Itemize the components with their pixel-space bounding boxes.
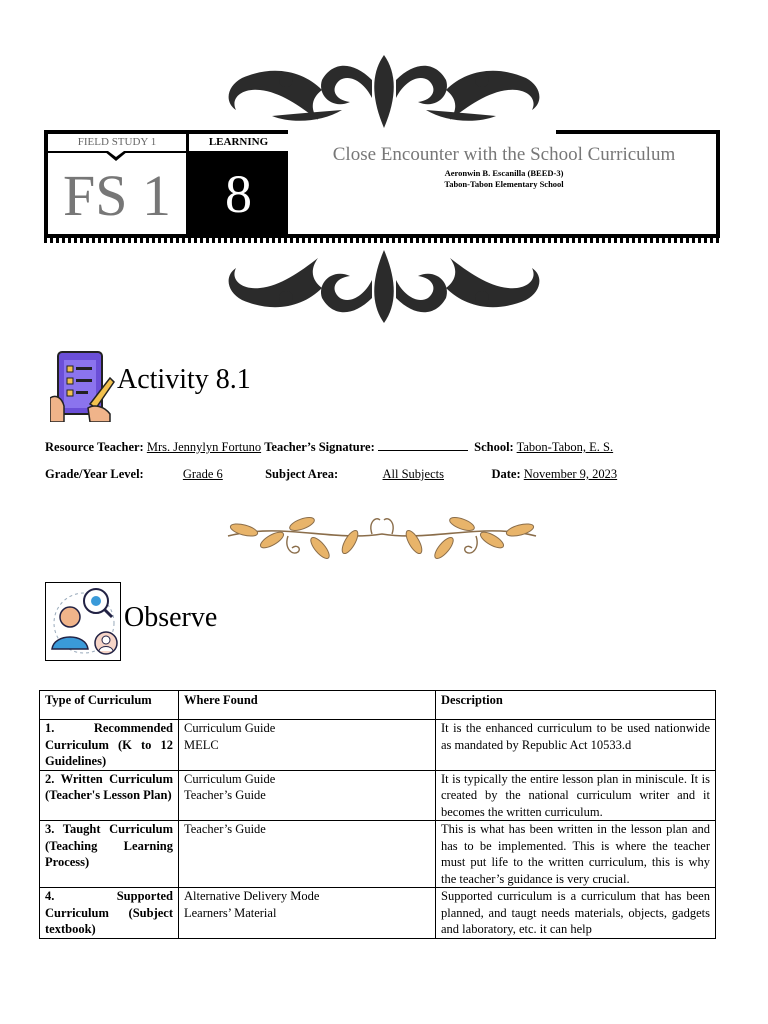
table-row: [40, 821, 716, 888]
leaf-vine-ornament: [222, 512, 542, 568]
subject-label: Subject Area:: [265, 467, 339, 481]
notch-inner: [108, 151, 124, 157]
curriculum-description: It is the enhanced curriculum to be used nationwide as mandated by Republic Act 10533.d: [436, 720, 716, 771]
observe-title: Observe: [124, 602, 218, 633]
date-value: November 9, 2023: [523, 467, 618, 481]
header-dotted-line: [44, 238, 720, 243]
curriculum-type: 1. Recommended Curriculum (K to 12 Guidelines): [40, 720, 179, 771]
curriculum-table: [39, 690, 716, 939]
grade-label: Grade/Year Level:: [45, 467, 144, 481]
school-label: School:: [474, 440, 514, 454]
column-header-where: Where Found: [179, 691, 436, 720]
school-name: Tabon-Tabon Elementary School: [444, 179, 564, 189]
fs-code-box: [48, 134, 189, 234]
resource-teacher-label: Resource Teacher:: [45, 440, 144, 454]
curriculum-description: Supported curriculum is a curriculum that has been planned, and taugt needs materials, objects, gadgets and laboratory, etc. it can help: [436, 888, 716, 939]
bottom-flourish-ornament: [222, 246, 546, 328]
where-found: [179, 720, 436, 771]
subject-value: All Subjects: [382, 467, 444, 481]
table-row: [40, 888, 716, 939]
clipboard-checklist-icon: [50, 348, 116, 422]
signature-blank: [378, 439, 468, 451]
table-header-row: [40, 691, 716, 720]
school-value: Tabon-Tabon, E. S.: [516, 440, 614, 454]
form-row-1: [45, 439, 613, 455]
learning-number: 8: [189, 151, 288, 234]
column-header-type: Type of Curriculum: [40, 691, 179, 720]
curriculum-type: 3. Taught Curriculum (Teaching Learning Process): [40, 821, 179, 888]
curriculum-description: This is what has been written in the lesson plan and has to be implemented. This is where the teacher must put life to the written curriculum, this is why the teacher’s guidance is very crucial.: [436, 821, 716, 888]
signature-label: Teacher’s Signature:: [264, 440, 375, 454]
fs-code: FS 1: [62, 163, 171, 228]
table-row: [40, 720, 716, 771]
header-border-top-right: [556, 130, 720, 134]
top-flourish-ornament: [222, 50, 546, 132]
column-header-description: Description: [436, 691, 716, 720]
date-label: Date:: [491, 467, 521, 481]
curriculum-type: 4. Supported Curriculum (Subject textbook): [40, 888, 179, 939]
where-found-item: Curriculum Guide: [184, 721, 276, 735]
where-found-item: MELC: [184, 737, 219, 752]
field-study-label: FIELD STUDY 1: [48, 134, 186, 153]
where-found-item: Teacher’s Guide: [184, 822, 266, 836]
form-row-2: [45, 467, 617, 482]
resource-teacher-value: Mrs. Jennylyn Fortuno: [146, 440, 262, 454]
where-found-item: Learners’ Material: [184, 905, 277, 920]
grade-value: Grade 6: [182, 467, 223, 481]
observe-magnifier-person-icon: [45, 582, 121, 661]
where-found: [179, 888, 436, 939]
activity-title: Activity 8.1: [117, 364, 251, 395]
where-found: [179, 821, 436, 888]
where-found-item: Curriculum Guide: [184, 771, 276, 786]
curriculum-type: 2. Written Curriculum (Teacher's Lesson Plan): [40, 770, 179, 821]
author-name: Aeronwin B. Escanilla (BEED-3): [444, 168, 564, 178]
learning-label: LEARNING: [208, 136, 269, 148]
page-title: Close Encounter with the School Curriculum: [332, 144, 676, 165]
header-border-right: [716, 130, 720, 238]
where-found-item: Alternative Delivery Mode: [184, 889, 320, 903]
where-found-item: Teacher’s Guide: [184, 788, 266, 802]
curriculum-description: It is typically the entire lesson plan in miniscule. It is created by the national curriculum writer and it becomes the written curriculum.: [436, 770, 716, 821]
where-found: [179, 770, 436, 821]
table-row: [40, 770, 716, 821]
